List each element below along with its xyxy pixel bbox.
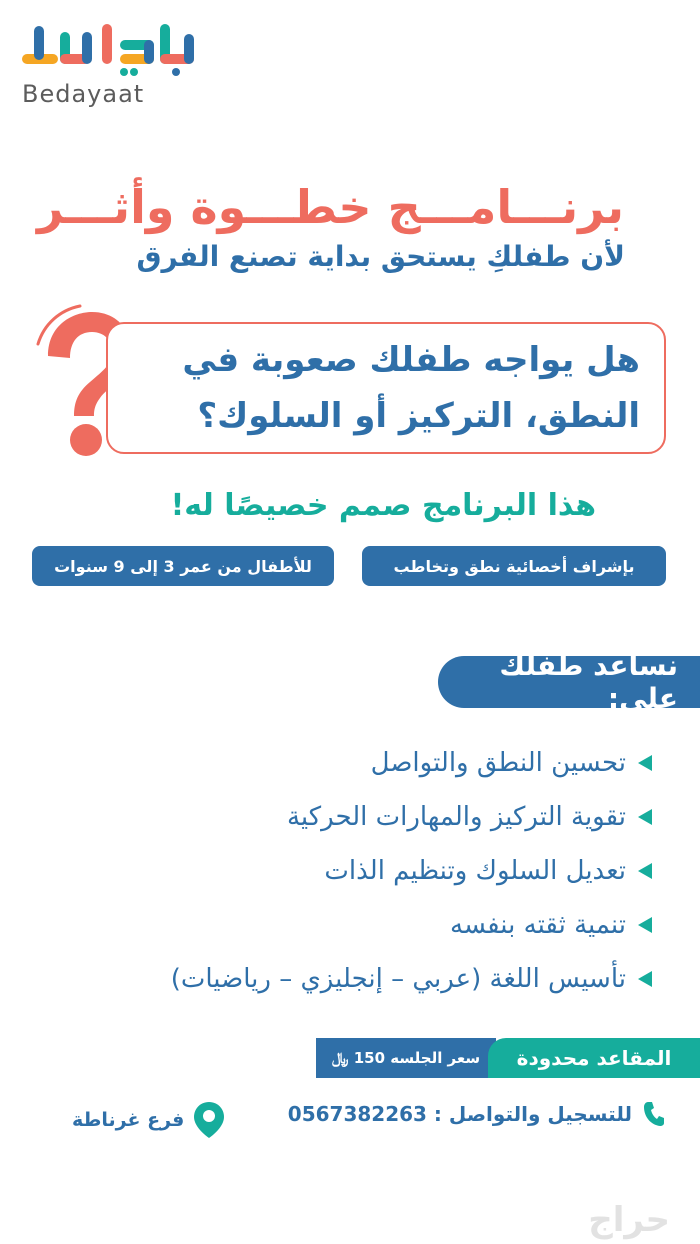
phone-icon: [642, 1100, 666, 1128]
triangle-bullet-icon: [638, 863, 652, 879]
contact-info: [288, 1100, 666, 1128]
question-box: [106, 322, 666, 454]
session-price: سعر الجلسه 150 ﷼: [316, 1038, 496, 1078]
branch-info: [72, 1100, 226, 1140]
list-item-text: تعديل السلوك وتنظيم الذات: [324, 856, 626, 886]
bedayaat-logo-mark: [20, 20, 198, 78]
list-item-text: تحسين النطق والتواصل: [370, 748, 626, 778]
triangle-bullet-icon: [638, 917, 652, 933]
list-item: [52, 790, 652, 844]
branch-name: فرع غرناطة: [72, 1109, 185, 1131]
question-line-2: النطق، التركيز أو السلوك؟: [197, 396, 640, 436]
offer-banner: [316, 1038, 700, 1078]
age-range-badge: للأطفال من عمر 3 إلى 9 سنوات: [32, 546, 334, 586]
designed-for-child-text: هذا البرنامج صمم خصيصًا له!: [170, 488, 596, 523]
logo-wordmark: Bedayaat: [22, 80, 145, 108]
list-item: [52, 736, 652, 790]
program-title: برنـــامـــج خطـــوة وأثـــر: [37, 180, 624, 234]
haraj-watermark: حراج: [588, 1200, 670, 1240]
question-line-1: هل يواجه طفلك صعوبة في: [182, 340, 640, 380]
limited-seats-label: المقاعد محدودة: [488, 1038, 700, 1078]
list-item-text: تأسيس اللغة (عربي – إنجليزي – رياضيات): [170, 964, 626, 994]
registration-phone[interactable]: للتسجيل والتواصل : 0567382263: [287, 1102, 632, 1126]
list-item-text: تنمية ثقته بنفسه: [450, 910, 626, 940]
list-item: [52, 844, 652, 898]
triangle-bullet-icon: [638, 755, 652, 771]
program-subtitle: لأن طفلكِ يستحق بداية تصنع الفرق: [136, 240, 625, 273]
location-pin-icon: [192, 1100, 226, 1140]
triangle-bullet-icon: [638, 971, 652, 987]
benefits-list: [52, 736, 652, 1006]
triangle-bullet-icon: [638, 809, 652, 825]
help-heading: نساعد طفلك على:: [438, 656, 700, 708]
supervision-badge: بإشراف أخصائية نطق وتخاطب: [362, 546, 666, 586]
brand-logo: [20, 20, 200, 110]
list-item: [52, 952, 652, 1006]
list-item-text: تقوية التركيز والمهارات الحركية: [286, 802, 626, 832]
list-item: [52, 898, 652, 952]
